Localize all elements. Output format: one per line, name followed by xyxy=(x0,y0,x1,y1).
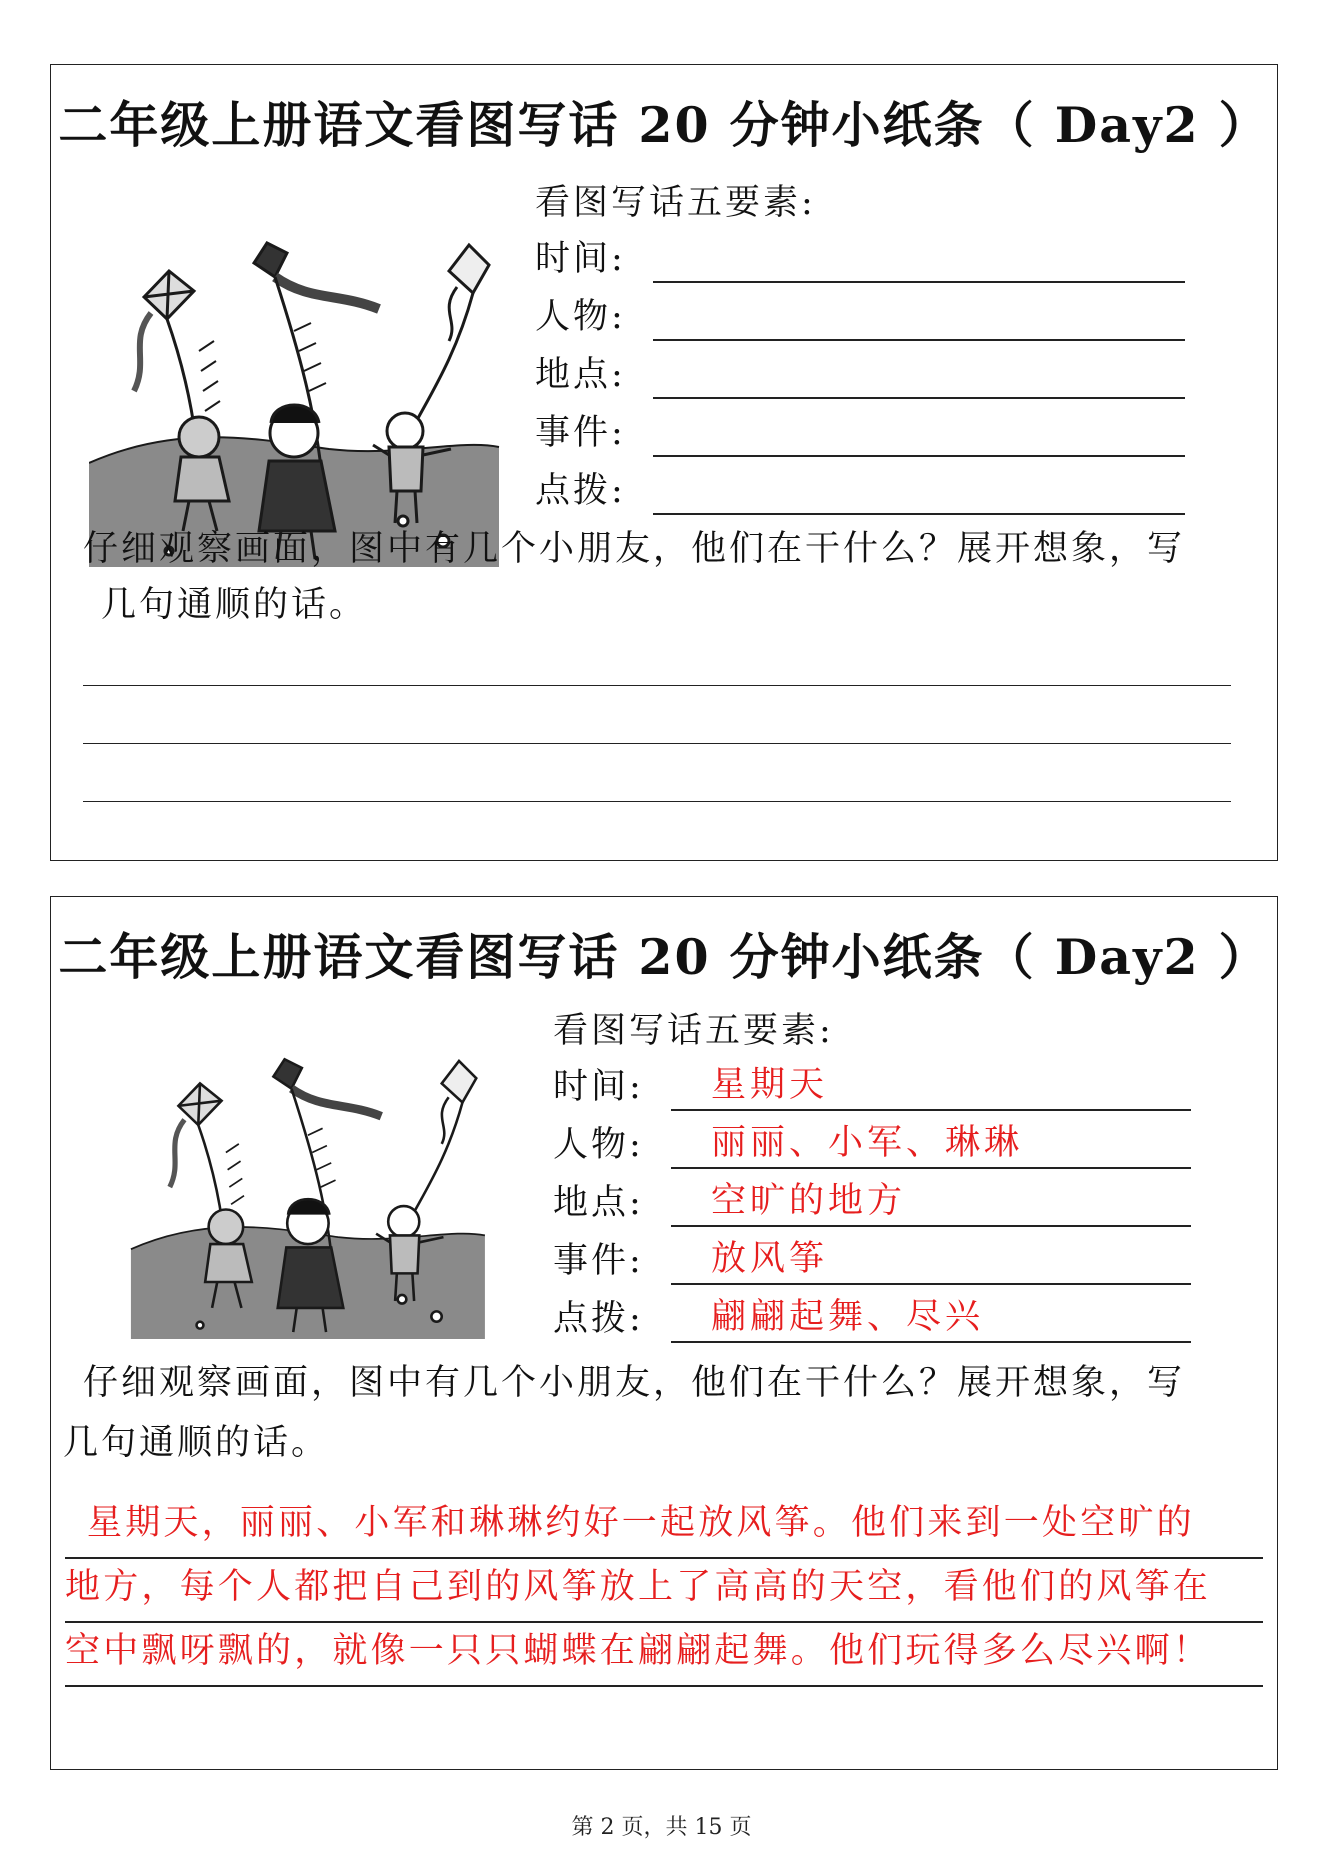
writing-prompt-line-2: 几句通顺的话。 xyxy=(63,1423,330,1463)
time-label: 时间: xyxy=(553,1067,644,1107)
writing-prompt-line-1: 仔细观察画面，图中有几个小朋友，他们在干什么？展开想象，写 xyxy=(83,529,1186,569)
worksheet-card-answers xyxy=(50,896,1278,1770)
writing-line[interactable] xyxy=(83,801,1231,802)
place-answer-line[interactable] xyxy=(671,1225,1191,1227)
place-row xyxy=(535,347,1195,405)
tip-label: 点拨: xyxy=(553,1299,644,1339)
tip-label: 点拨: xyxy=(535,471,626,511)
worksheet-title: 二年级上册语文看图写话 20 分钟小纸条（ Day2 ） xyxy=(58,928,1270,986)
people-answer-line[interactable] xyxy=(671,1167,1191,1169)
people-answer-line[interactable] xyxy=(653,339,1185,341)
writing-line[interactable] xyxy=(83,685,1231,686)
worksheet-card-blank xyxy=(50,64,1278,861)
place-answer-line[interactable] xyxy=(653,397,1185,399)
kite-flying-illustration xyxy=(105,1023,535,1339)
five-elements-panel xyxy=(535,175,1195,521)
tip-answer-line[interactable] xyxy=(671,1341,1191,1343)
answer-paragraph-line[interactable]: 地方，每个人都把自己到的风筝放上了高高的天空，看他们的风筝在 xyxy=(65,1559,1263,1623)
event-label: 事件: xyxy=(553,1241,644,1281)
time-answer: 星期天 xyxy=(711,1065,829,1105)
event-row xyxy=(553,1233,1213,1291)
time-label: 时间: xyxy=(535,239,626,279)
place-label: 地点: xyxy=(553,1183,644,1223)
tip-row xyxy=(553,1291,1213,1349)
people-label: 人物: xyxy=(553,1125,644,1165)
five-elements-heading: 看图写话五要素: xyxy=(535,183,816,223)
event-label: 事件: xyxy=(535,413,626,453)
five-elements-heading: 看图写话五要素: xyxy=(553,1011,834,1051)
event-answer: 放风筝 xyxy=(711,1239,829,1279)
people-row xyxy=(535,289,1195,347)
five-elements-panel xyxy=(553,1003,1213,1349)
place-label: 地点: xyxy=(535,355,626,395)
event-answer-line[interactable] xyxy=(671,1283,1191,1285)
writing-prompt-line-2: 几句通顺的话。 xyxy=(101,585,368,625)
answer-paragraph-line[interactable]: 星期天，丽丽、小军和琳琳约好一起放风筝。他们来到一处空旷的 xyxy=(65,1495,1263,1559)
tip-answer: 翩翩起舞、尽兴 xyxy=(711,1297,985,1337)
page-number: 第 2 页，共 15 页 xyxy=(571,1815,752,1840)
worksheet-title: 二年级上册语文看图写话 20 分钟小纸条（ Day2 ） xyxy=(58,96,1270,154)
place-answer: 空旷的地方 xyxy=(711,1181,907,1221)
tip-answer-line[interactable] xyxy=(653,513,1185,515)
people-answer: 丽丽、小军、琳琳 xyxy=(711,1123,1024,1163)
time-answer-line[interactable] xyxy=(671,1109,1191,1111)
people-row xyxy=(553,1117,1213,1175)
people-label: 人物: xyxy=(535,297,626,337)
writing-prompt-line-1: 仔细观察画面，图中有几个小朋友，他们在干什么？展开想象，写 xyxy=(83,1363,1186,1403)
answer-paragraph-line[interactable]: 空中飘呀飘的，就像一只只蝴蝶在翩翩起舞。他们玩得多么尽兴啊！ xyxy=(65,1623,1263,1687)
place-row xyxy=(553,1175,1213,1233)
event-row xyxy=(535,405,1195,463)
writing-line[interactable] xyxy=(83,743,1231,744)
time-row xyxy=(553,1059,1213,1117)
kite-flying-illustration xyxy=(89,201,527,567)
time-row xyxy=(535,231,1195,289)
event-answer-line[interactable] xyxy=(653,455,1185,457)
tip-row xyxy=(535,463,1195,521)
time-answer-line[interactable] xyxy=(653,281,1185,283)
